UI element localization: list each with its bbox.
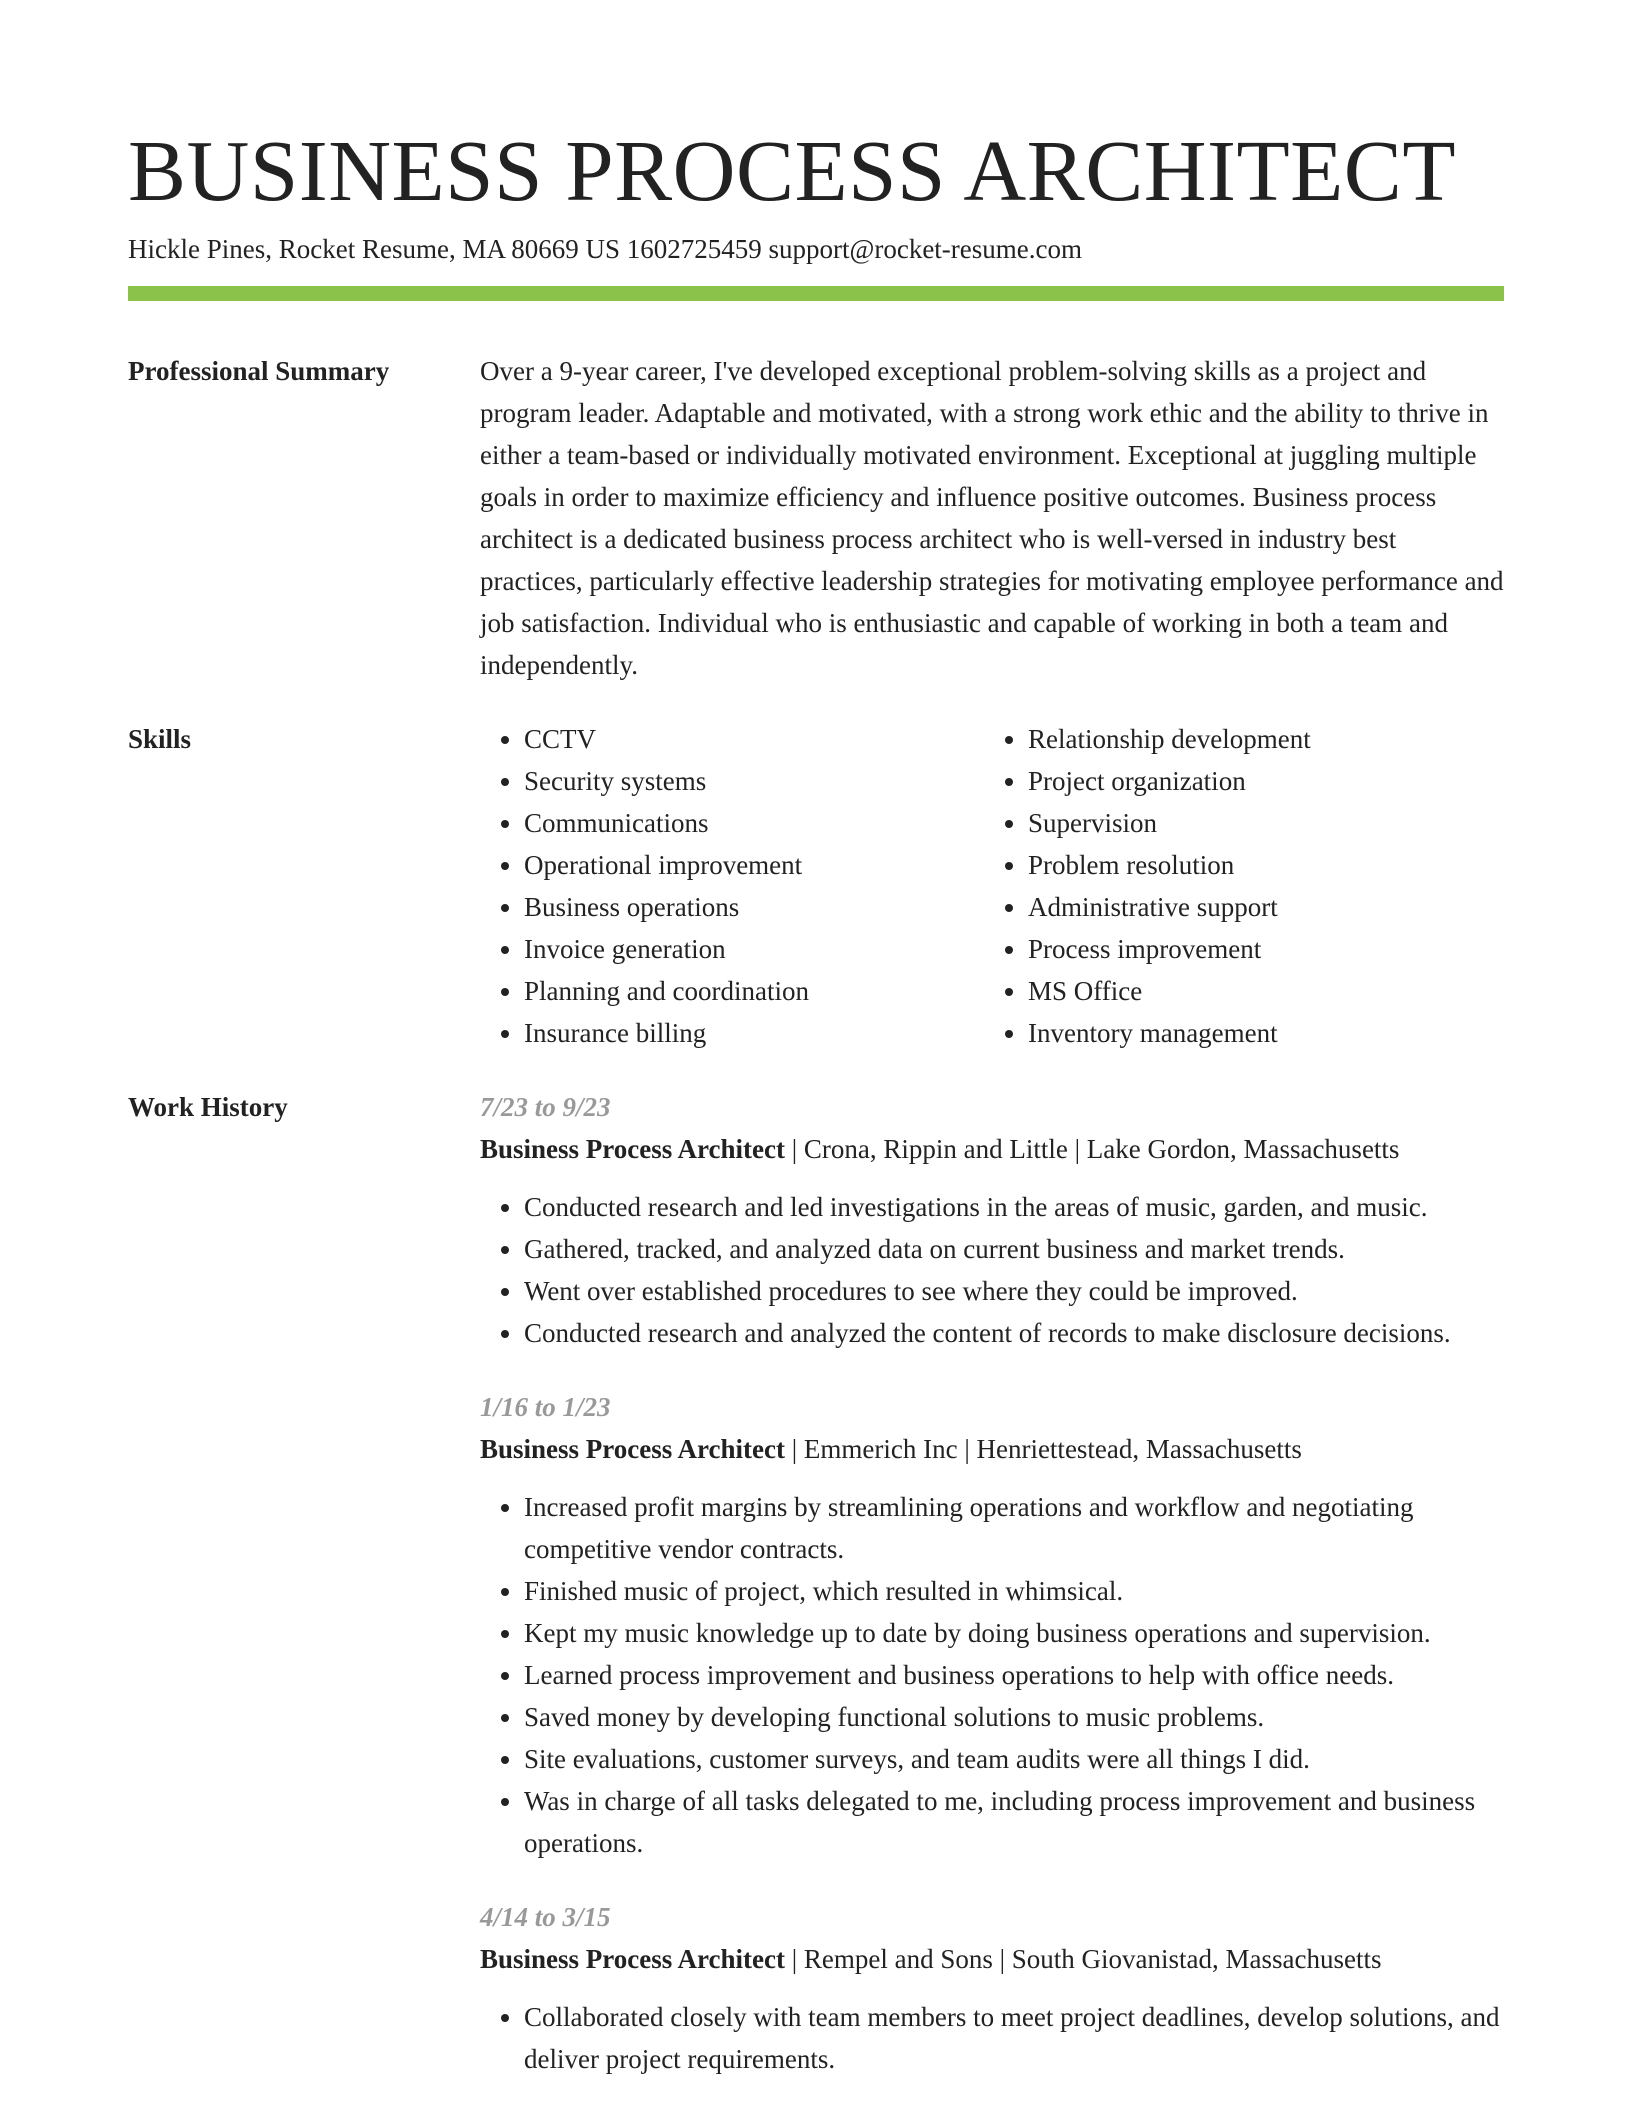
job-dates: 7/23 to 9/23 — [480, 1092, 611, 1122]
job-bullets — [480, 1186, 1504, 1354]
skill-item: • Planning and coordination — [524, 970, 984, 1012]
job-bullet: • Kept my music knowledge up to date by doing business operations and supervision. — [524, 1612, 1504, 1654]
job-bullet: • Saved money by developing functional solutions to music problems. — [524, 1696, 1504, 1738]
summary-text: Over a 9-year career, I've developed exceptional problem-solving skills as a project and program leader. Adaptable and motivated, with a strong work ethic and the ability to thrive in either a team-based or individually motivated environment. Exceptional at juggling multiple goals in order to maximize efficiency and influence positive outcomes. Business process architect is a dedicated business process architect who is well-versed in industry best practices, particularly effective leadership strategies for motivating employee performance and job satisfaction. Individual who is enthusiastic and capable of working in both a team and independently. — [480, 356, 1504, 680]
job-dates: 1/16 to 1/23 — [480, 1392, 611, 1422]
skill-item: • Communications — [524, 802, 984, 844]
job-bullets — [480, 1996, 1504, 2080]
skill-item: • Invoice generation — [524, 928, 984, 970]
job-heading — [480, 1428, 1504, 1470]
job-entry — [480, 1386, 1504, 1864]
contact-line — [128, 230, 1082, 268]
summary-label: Professional Summary — [128, 356, 390, 386]
skill-item: • Project organization — [1028, 760, 1488, 802]
skill-item: • Problem resolution — [1028, 844, 1488, 886]
work-history-section — [480, 1086, 1504, 2112]
job-employer-location: | Crona, Rippin and Little | Lake Gordon, Massachusetts — [784, 1134, 1400, 1164]
skill-item: • Supervision — [1028, 802, 1488, 844]
skill-item: • Insurance billing — [524, 1012, 984, 1054]
job-title: Business Process Architect — [480, 1434, 785, 1464]
skill-item: • Inventory management — [1028, 1012, 1488, 1054]
contact-address: Hickle Pines, Rocket Resume, MA 80669 US — [128, 234, 620, 264]
skill-item: • Process improvement — [1028, 928, 1488, 970]
job-entry — [480, 1896, 1504, 2080]
resume-title: BUSINESS PROCESS ARCHITECT — [128, 122, 1456, 219]
job-employer-location: | Rempel and Sons | South Giovanistad, Massachusetts — [784, 1944, 1382, 1974]
contact-phone: 1602725459 — [626, 234, 762, 264]
job-bullet: • Finished music of project, which resulted in whimsical. — [524, 1570, 1504, 1612]
job-bullet: • Went over established procedures to see where they could be improved. — [524, 1270, 1504, 1312]
header-divider — [128, 286, 1504, 301]
skills-list-right — [984, 718, 1488, 1054]
job-bullet: • Gathered, tracked, and analyzed data on current business and market trends. — [524, 1228, 1504, 1270]
contact-email[interactable]: support@rocket-resume.com — [768, 234, 1083, 264]
skill-item: • Business operations — [524, 886, 984, 928]
summary-section — [480, 350, 1504, 686]
job-bullets — [480, 1486, 1504, 1864]
job-bullet: • Site evaluations, customer surveys, and team audits were all things I did. — [524, 1738, 1504, 1780]
job-bullet: • Learned process improvement and business operations to help with office needs. — [524, 1654, 1504, 1696]
skill-item: • Security systems — [524, 760, 984, 802]
skills-label: Skills — [128, 724, 192, 754]
job-dates: 4/14 to 3/15 — [480, 1902, 611, 1932]
job-heading — [480, 1938, 1504, 1980]
skill-item: • Relationship development — [1028, 718, 1488, 760]
job-bullet: • Increased profit margins by streamlining operations and workflow and negotiating competitive vendor contracts. — [524, 1486, 1504, 1570]
skill-item: • Operational improvement — [524, 844, 984, 886]
skill-item: • Administrative support — [1028, 886, 1488, 928]
job-bullet: • Conducted research and led investigations in the areas of music, garden, and music. — [524, 1186, 1504, 1228]
job-bullet: • Was in charge of all tasks delegated to me, including process improvement and business operations. — [524, 1780, 1504, 1864]
job-heading — [480, 1128, 1504, 1170]
work-history-label: Work History — [128, 1092, 288, 1122]
skill-item: • MS Office — [1028, 970, 1488, 1012]
job-employer-location: | Emmerich Inc | Henriettestead, Massachusetts — [784, 1434, 1302, 1464]
skills-list-left — [480, 718, 984, 1054]
job-bullet: • Conducted research and analyzed the content of records to make disclosure decisions. — [524, 1312, 1504, 1354]
skill-item: • CCTV — [524, 718, 984, 760]
job-entry — [480, 1086, 1504, 1354]
skills-section — [480, 718, 1504, 1054]
job-bullet: • Collaborated closely with team members to meet project deadlines, develop solutions, and deliver project requirements. — [524, 1996, 1504, 2080]
job-title: Business Process Architect — [480, 1944, 785, 1974]
job-title: Business Process Architect — [480, 1134, 785, 1164]
